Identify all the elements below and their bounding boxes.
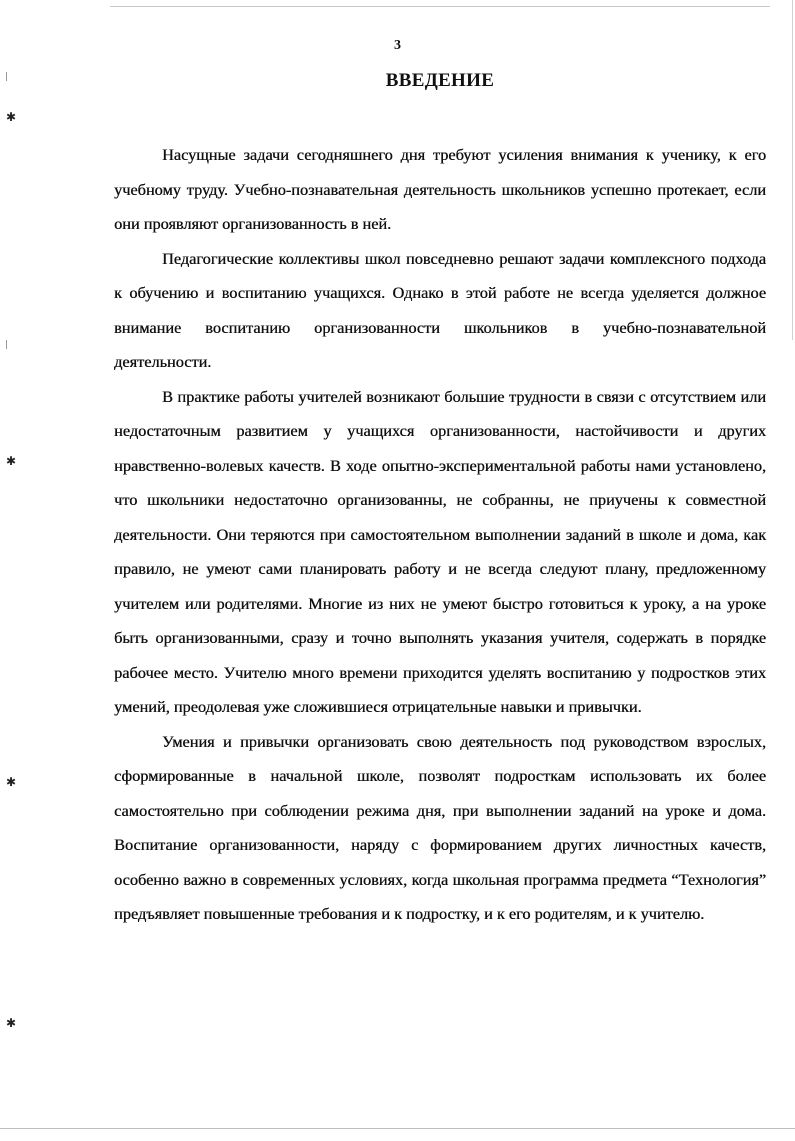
binding-hole-mark: ✱ (6, 1016, 17, 1030)
document-body (114, 138, 766, 932)
binding-hole-mark: ✱ (6, 454, 17, 468)
paragraph: Педагогические коллективы школ повседневно решают задачи комплексного подхода к обучению и воспитанию учащихся. Однако в этой работе не всегда уделяется должное внимание воспитанию организованности школьников в учебно-познавательной деятельности. (114, 248, 766, 371)
binding-hole-mark: ✱ (6, 110, 17, 124)
binding-hole-mark: ✱ (6, 775, 17, 789)
page-number: 3 (394, 38, 401, 53)
scan-border-top (110, 6, 770, 7)
margin-tick (6, 340, 7, 349)
margin-tick (6, 72, 7, 81)
paragraph: Насущные задачи сегодняшнего дня требуют усиления внимания к ученику, к его учебному труду. Учебно-познавательная деятельность школьников успешно протекает, если они проявляют организованность в ней. (114, 145, 766, 233)
paragraph: В практике работы учителей возникают большие трудности в связи с отсутствием или недостаточным развитием у учащихся организованности, настойчивости и других нравственно-волевых качеств. В ходе опытно-экспериментальной работы нами установлено, что школьники недостаточно организованны, не собранны, не приучены к совместной деятельности. Они теряются при самостоятельном выполнении заданий в школе и дома, как правило, не умеют сами планировать работу и не всегда следуют плану, предложенному учителем или родителями. Многие из них не умеют быстро готовиться к уроку, а на уроке быть организованными, сразу и точно выполнять указания учителя, содержать в порядке рабочее место. Учителю много времени приходится уделять воспитанию у подростков этих умений, преодолевая уже сложившиеся отрицательные навыки и привычки. (114, 386, 766, 716)
scan-border-bottom (0, 1128, 795, 1129)
page-title: ВВЕДЕНИЕ (385, 70, 495, 91)
paragraph: Умения и привычки организовать свою деятельность под руководством взрослых, сформированные в начальной школе, позволят подросткам использовать их более самостоятельно при соблюдении режима дня, при выполнении заданий на уроке и дома. Воспитание организованности, наряду с формированием других личностных качеств, особенно важно в современных условиях, когда школьная программа предмета “Технология” предъявляет повышенные требования и к подростку, и к его родителям, и к учителю. (114, 731, 766, 923)
